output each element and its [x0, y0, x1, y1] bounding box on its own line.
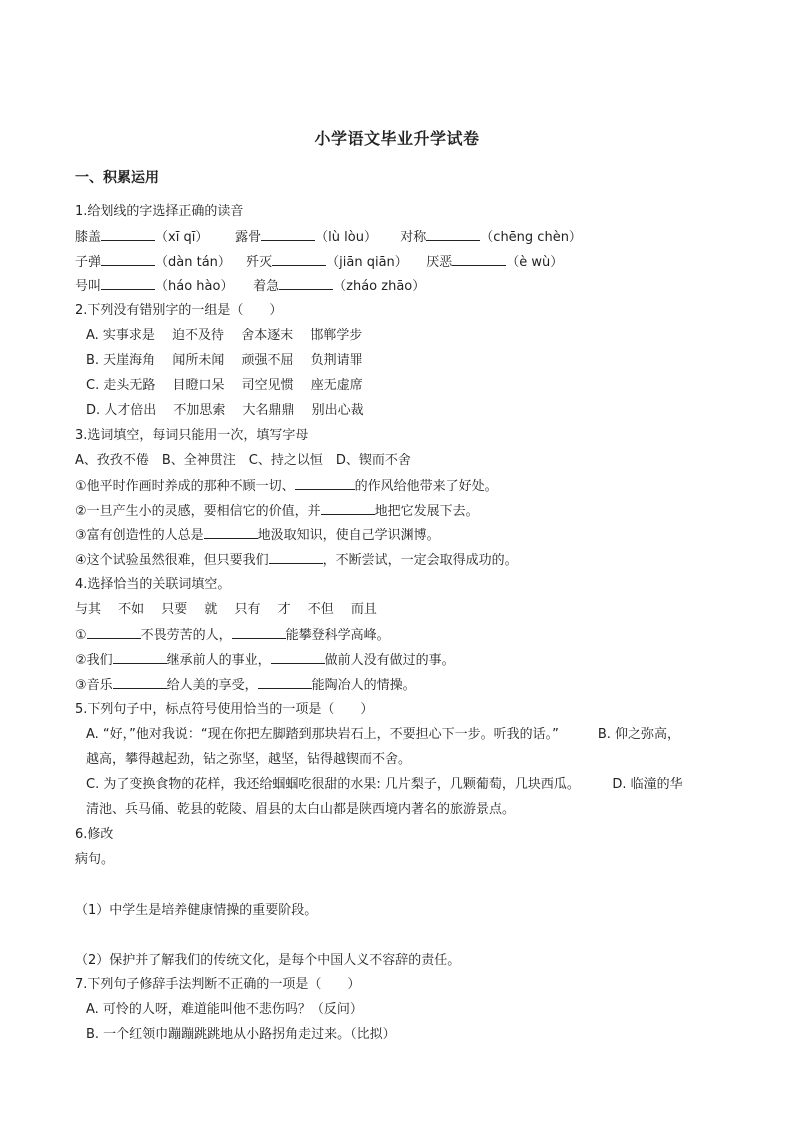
answer-blank[interactable]	[426, 228, 480, 241]
q3-item-3	[75, 526, 440, 544]
answer-blank[interactable]	[272, 253, 326, 266]
item-text: ②我们	[75, 653, 113, 668]
item-text: ①他平时作画时养成的那种不顾一切、	[75, 479, 295, 494]
item-text: ③富有创造性的人总是	[75, 528, 204, 543]
q7-option-a[interactable]: A. 可怜的人呀，难道能叫他不悲伤吗？（反问）	[86, 1002, 363, 1017]
answer-blank[interactable]	[261, 228, 315, 241]
pinyin: （xī qī）	[155, 230, 209, 245]
pinyin: （è wù）	[506, 255, 564, 270]
item-text: 的作风给他带来了好处。	[354, 479, 498, 494]
q1-row-2	[75, 253, 563, 271]
item-text: ，不断尝试，一定会取得成功的。	[322, 553, 518, 568]
pinyin: （dàn tán）	[155, 255, 231, 270]
q6-item-1: （1）中学生是培养健康情操的重要阶段。	[75, 903, 318, 918]
answer-blank[interactable]	[321, 502, 375, 515]
q1-row-3	[75, 277, 425, 295]
q2-option-c[interactable]: C. 走头无路 目瞪口呆 司空见惯 座无虚席	[86, 378, 363, 393]
q5-line-2: 越高，攀得越起劲，钻之弥坚，越坚，钻得越锲而不舍。	[86, 752, 412, 767]
answer-blank[interactable]	[113, 676, 167, 689]
answer-blank[interactable]	[452, 253, 506, 266]
item-text: 地把它发展下去。	[374, 504, 479, 519]
item-text: ④这个试验虽然很难，但只要我们	[75, 553, 269, 568]
page-title: 小学语文毕业升学试卷	[314, 129, 480, 148]
item-text: 能攀登科学高峰。	[285, 628, 390, 643]
word: 歼灭	[246, 255, 273, 270]
answer-blank[interactable]	[204, 526, 258, 539]
q2-option-b[interactable]: B. 天崖海角 闻所未闻 顽强不屈 负荆请罪	[86, 353, 363, 368]
item-text: 给人美的享受，	[166, 678, 258, 693]
word: 膝盖	[75, 230, 102, 245]
q6-prompt: 6.修改	[75, 827, 114, 842]
answer-blank[interactable]	[269, 551, 323, 564]
q2-option-d[interactable]: D. 人才倍出 不加思索 大名鼎鼎 别出心裁	[86, 403, 364, 418]
q6-subprompt: 病句。	[75, 852, 115, 867]
word: 号叫	[75, 279, 102, 294]
q4-prompt: 4.选择恰当的关联词填空。	[75, 577, 231, 592]
q5-line-3[interactable]: C. 为了变换食物的花样，我还给蝈蝈吃很甜的水果: 几片梨子，几颗葡萄，几块西瓜。 D. 临潼的华	[86, 777, 683, 792]
item-text: ③音乐	[75, 678, 113, 693]
q7-option-b[interactable]: B. 一个红领巾蹦蹦跳跳地从小路拐角走过来。（比拟）	[86, 1027, 396, 1042]
answer-blank[interactable]	[271, 651, 325, 664]
q2-prompt: 2.下列没有错别字的一组是（ ）	[75, 303, 283, 318]
item-text: ②一旦产生小的灵感，要相信它的价值，并	[75, 504, 321, 519]
answer-blank[interactable]	[87, 626, 141, 639]
q1-row-1	[75, 228, 582, 246]
q4-item-1	[75, 626, 390, 644]
item-text: 继承前人的事业，	[166, 653, 271, 668]
word: 对称	[400, 230, 427, 245]
q4-item-2	[75, 651, 455, 669]
q7-prompt: 7.下列句子修辞手法判断不正确的一项是（ ）	[75, 977, 361, 992]
q2-option-a[interactable]: A. 实事求是 迫不及待 舍本逐末 邯郸学步	[86, 328, 363, 343]
answer-blank[interactable]	[101, 277, 155, 290]
word: 厌恶	[426, 255, 453, 270]
answer-blank[interactable]	[232, 626, 286, 639]
q5-line-4: 清池、兵马俑、乾县的乾陵、眉县的太白山都是陕西境内著名的旅游景点。	[86, 802, 516, 817]
q6-item-2: （2）保护并了解我们的传统文化，是每个中国人义不容辞的责任。	[75, 953, 461, 968]
word: 露骨	[235, 230, 262, 245]
q5-line-1[interactable]: A. “好，”他对我说：“现在你把左脚踏到那块岩石上，不要担心下一步。听我的话。” B. 仰之弥高，	[86, 727, 681, 742]
q3-choices: A、孜孜不倦 B、全神贯注 C、持之以恒 D、锲而不舍	[75, 453, 411, 468]
item-text: 地汲取知识，使自己学识渊博。	[257, 528, 440, 543]
answer-blank[interactable]	[258, 676, 312, 689]
word: 着急	[253, 279, 280, 294]
word: 子弹	[75, 255, 102, 270]
item-text: 做前人没有做过的事。	[324, 653, 455, 668]
pinyin: （háo hào）	[155, 279, 234, 294]
q1-prompt: 1.给划线的字选择正确的读音	[75, 204, 244, 219]
section-heading: 一、积累运用	[75, 170, 159, 186]
item-text: 不畏劳苦的人，	[140, 628, 232, 643]
answer-blank[interactable]	[113, 651, 167, 664]
answer-blank[interactable]	[279, 277, 333, 290]
q3-item-4	[75, 551, 518, 569]
answer-blank[interactable]	[295, 477, 355, 490]
q4-item-3	[75, 676, 416, 694]
answer-blank[interactable]	[101, 253, 155, 266]
pinyin: （chēng chèn）	[480, 230, 582, 245]
item-text: 能陶冶人的情操。	[311, 678, 416, 693]
pinyin: （jiān qiān）	[326, 255, 408, 270]
q5-prompt: 5.下列句子中，标点符号使用恰当的一项是（ ）	[75, 702, 374, 717]
item-text: ①	[75, 628, 87, 643]
q3-item-1	[75, 477, 498, 495]
pinyin: （lù lòu）	[315, 230, 377, 245]
q3-prompt: 3.选词填空，每词只能用一次，填写字母	[75, 428, 309, 443]
q3-item-2	[75, 502, 479, 520]
pinyin: （zháo zhāo）	[333, 279, 426, 294]
answer-blank[interactable]	[101, 228, 155, 241]
q4-word-bank: 与其 不如 只要 就 只有 才 不但 而且	[75, 602, 377, 617]
